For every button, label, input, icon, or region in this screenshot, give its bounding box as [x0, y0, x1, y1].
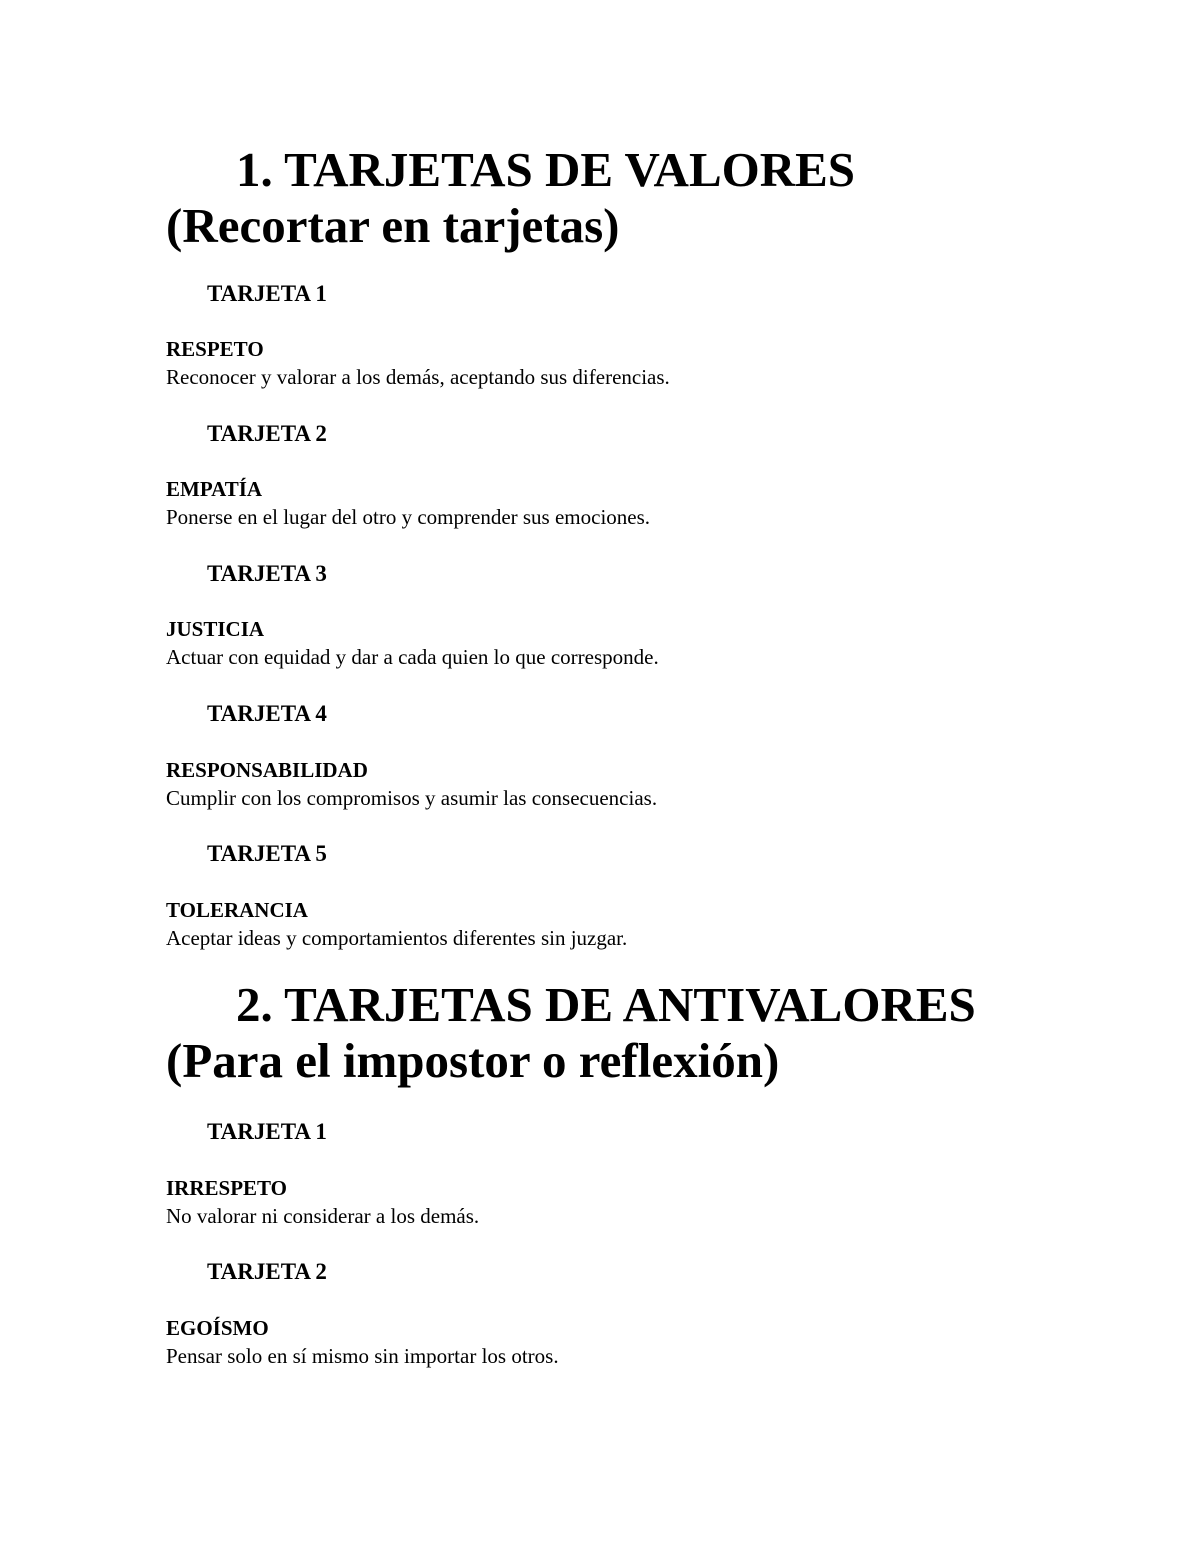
card-label: TARJETA 2	[207, 421, 327, 446]
card-description: Cumplir con los compromisos y asumir las consecuencias.	[166, 786, 658, 810]
value-card	[166, 615, 659, 671]
card-label: TARJETA 1	[207, 281, 327, 306]
card-label: TARJETA 5	[207, 841, 327, 866]
card-description: No valorar ni considerar a los demás.	[166, 1204, 480, 1228]
section-title-line2: (Para el impostor o reflexión)	[166, 1033, 780, 1088]
card-description: Reconocer y valorar a los demás, aceptando sus diferencias.	[166, 365, 670, 389]
card-name: EMPATÍA	[166, 477, 263, 501]
card-label: TARJETA 3	[207, 561, 327, 586]
section-title-line1: 1. TARJETAS DE VALORES	[236, 142, 856, 197]
card-label: TARJETA 1	[207, 1119, 327, 1144]
section-title-line1: 2. TARJETAS DE ANTIVALORES	[236, 977, 976, 1032]
antivalue-card	[166, 1174, 479, 1230]
value-card	[166, 896, 627, 952]
section-title-antivalues	[166, 977, 976, 1089]
card-name: RESPETO	[166, 337, 264, 361]
card-description: Pensar solo en sí mismo sin importar los otros.	[166, 1344, 559, 1368]
section-title-values	[166, 142, 855, 254]
card-description: Ponerse en el lugar del otro y comprender sus emociones.	[166, 505, 651, 529]
card-name: TOLERANCIA	[166, 898, 308, 922]
card-name: EGOÍSMO	[166, 1316, 269, 1340]
card-name: RESPONSABILIDAD	[166, 758, 368, 782]
value-card	[166, 335, 670, 391]
card-label: TARJETA 4	[207, 701, 327, 726]
section-title-line2: (Recortar en tarjetas)	[166, 198, 620, 253]
card-label: TARJETA 2	[207, 1259, 327, 1284]
card-description: Aceptar ideas y comportamientos diferentes sin juzgar.	[166, 926, 628, 950]
card-name: IRRESPETO	[166, 1176, 287, 1200]
value-card	[166, 756, 657, 812]
card-name: JUSTICIA	[166, 617, 265, 641]
value-card	[166, 475, 650, 531]
card-description: Actuar con equidad y dar a cada quien lo que corresponde.	[166, 645, 659, 669]
antivalue-card	[166, 1314, 559, 1370]
